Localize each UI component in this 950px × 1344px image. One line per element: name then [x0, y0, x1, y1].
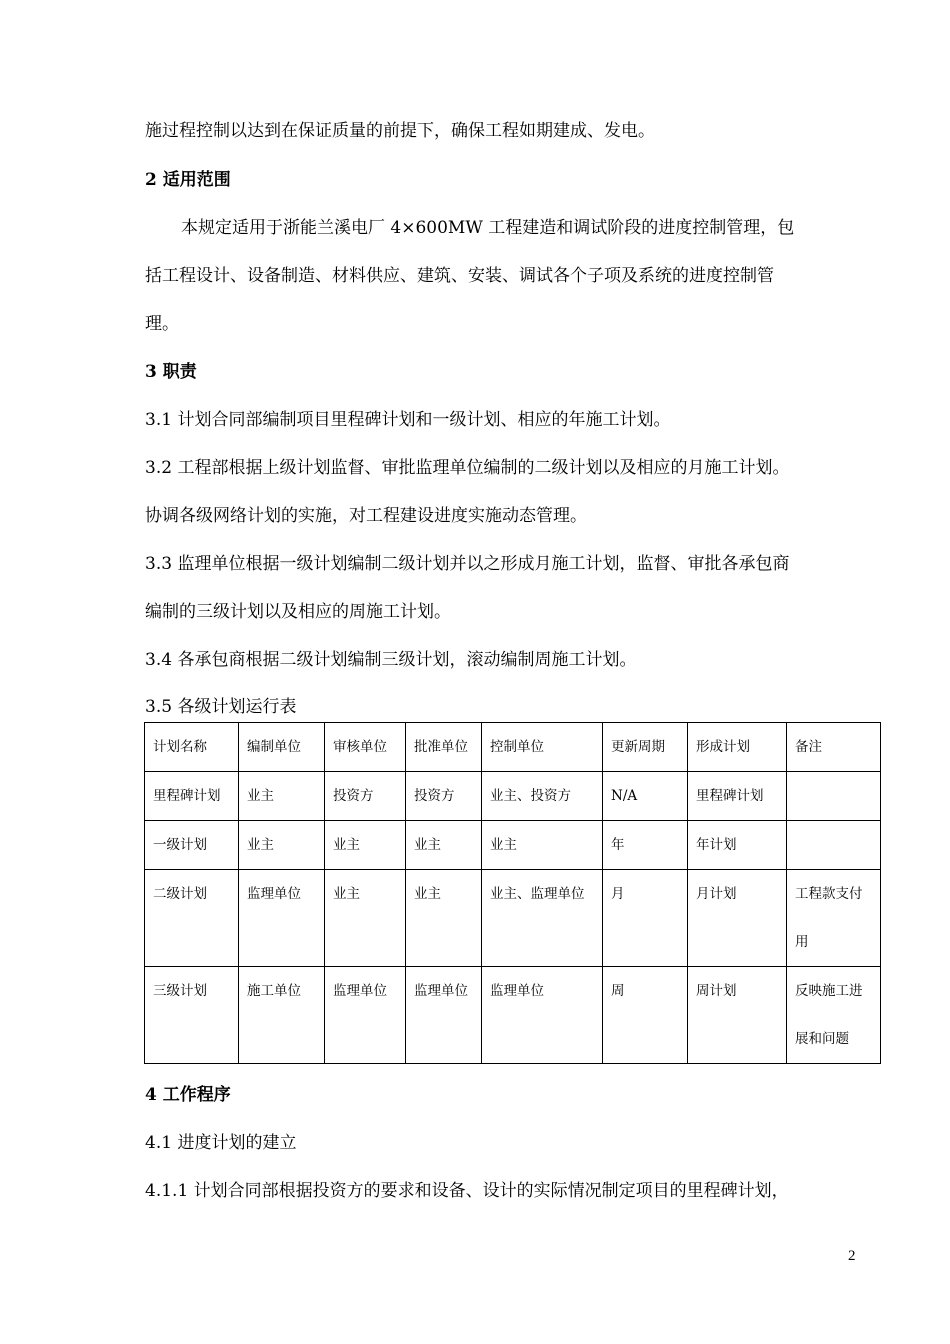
paragraph-3-3-line2: 编制的三级计划以及相应的周施工计划。	[145, 602, 451, 622]
header-cell: 更新周期	[603, 723, 688, 772]
table-cell: 周计划	[688, 967, 787, 1064]
table-cell: 监理单位	[406, 967, 482, 1064]
table-cell: 里程碑计划	[688, 772, 787, 821]
header-cell: 编制单位	[239, 723, 325, 772]
table-cell: 一级计划	[145, 821, 239, 870]
header-cell: 审核单位	[325, 723, 406, 772]
paragraph-3-3-line1: 3.3 监理单位根据一级计划编制二级计划并以之形成月施工计划，监督、审批各承包商	[145, 554, 790, 574]
table-row	[145, 772, 881, 821]
table-cell: 监理单位	[239, 870, 325, 967]
table-cell: 工程款支付用	[787, 870, 881, 967]
page-number: 2	[848, 1248, 856, 1264]
paragraph-3-2-line2: 协调各级网络计划的实施，对工程建设进度实施动态管理。	[145, 506, 587, 526]
table-cell: 业主	[239, 772, 325, 821]
table-cell: 业主	[239, 821, 325, 870]
table-row	[145, 870, 881, 967]
table-cell: 年	[603, 821, 688, 870]
table-row	[145, 967, 881, 1064]
paragraph-intro-continued: 施过程控制以达到在保证质量的前提下，确保工程如期建成、发电。	[145, 121, 655, 141]
header-cell: 形成计划	[688, 723, 787, 772]
paragraph-3-4: 3.4 各承包商根据二级计划编制三级计划，滚动编制周施工计划。	[145, 650, 637, 670]
paragraph-scope-line2: 括工程设计、设备制造、材料供应、建筑、安装、调试各个子项及系统的进度控制管	[145, 266, 774, 286]
table-row	[145, 821, 881, 870]
table-cell: 月	[603, 870, 688, 967]
table-cell: 业主	[406, 870, 482, 967]
table-cell	[787, 772, 881, 821]
paragraph-4-1: 4.1 进度计划的建立	[145, 1133, 297, 1153]
section-heading-duties: 3 职责	[145, 362, 197, 382]
table-cell: 业主	[482, 821, 603, 870]
paragraph-scope-line1: 本规定适用于浙能兰溪电厂 4×600MW 工程建造和调试阶段的进度控制管理，包	[181, 218, 795, 238]
table-cell: 周	[603, 967, 688, 1064]
paragraph-4-1-1: 4.1.1 计划合同部根据投资方的要求和设备、设计的实际情况制定项目的里程碑计划，	[145, 1181, 789, 1201]
table-cell: 投资方	[406, 772, 482, 821]
table-cell: 施工单位	[239, 967, 325, 1064]
table-cell: N/A	[603, 772, 688, 821]
table-cell: 月计划	[688, 870, 787, 967]
table-cell: 里程碑计划	[145, 772, 239, 821]
table-cell: 监理单位	[482, 967, 603, 1064]
table-header-row	[145, 723, 881, 772]
header-cell: 批准单位	[406, 723, 482, 772]
paragraph-3-1: 3.1 计划合同部编制项目里程碑计划和一级计划、相应的年施工计划。	[145, 410, 671, 430]
table-cell: 投资方	[325, 772, 406, 821]
table-cell: 年计划	[688, 821, 787, 870]
table-cell: 三级计划	[145, 967, 239, 1064]
table-cell: 二级计划	[145, 870, 239, 967]
table-cell: 业主	[406, 821, 482, 870]
header-cell: 备注	[787, 723, 881, 772]
section-heading-scope: 2 适用范围	[145, 170, 231, 190]
table-cell: 业主、监理单位	[482, 870, 603, 967]
section-heading-procedure: 4 工作程序	[145, 1085, 231, 1105]
plan-operation-table	[144, 722, 881, 1064]
paragraph-scope-line3: 理。	[145, 314, 179, 334]
table-cell: 反映施工进展和问题	[787, 967, 881, 1064]
table-cell: 业主	[325, 870, 406, 967]
table-cell: 监理单位	[325, 967, 406, 1064]
paragraph-3-2-line1: 3.2 工程部根据上级计划监督、审批监理单位编制的二级计划以及相应的月施工计划。	[145, 458, 790, 478]
table-cell	[787, 821, 881, 870]
table-cell: 业主	[325, 821, 406, 870]
paragraph-3-5-table-caption: 3.5 各级计划运行表	[145, 697, 297, 717]
header-cell: 控制单位	[482, 723, 603, 772]
table-cell: 业主、投资方	[482, 772, 603, 821]
header-cell: 计划名称	[145, 723, 239, 772]
